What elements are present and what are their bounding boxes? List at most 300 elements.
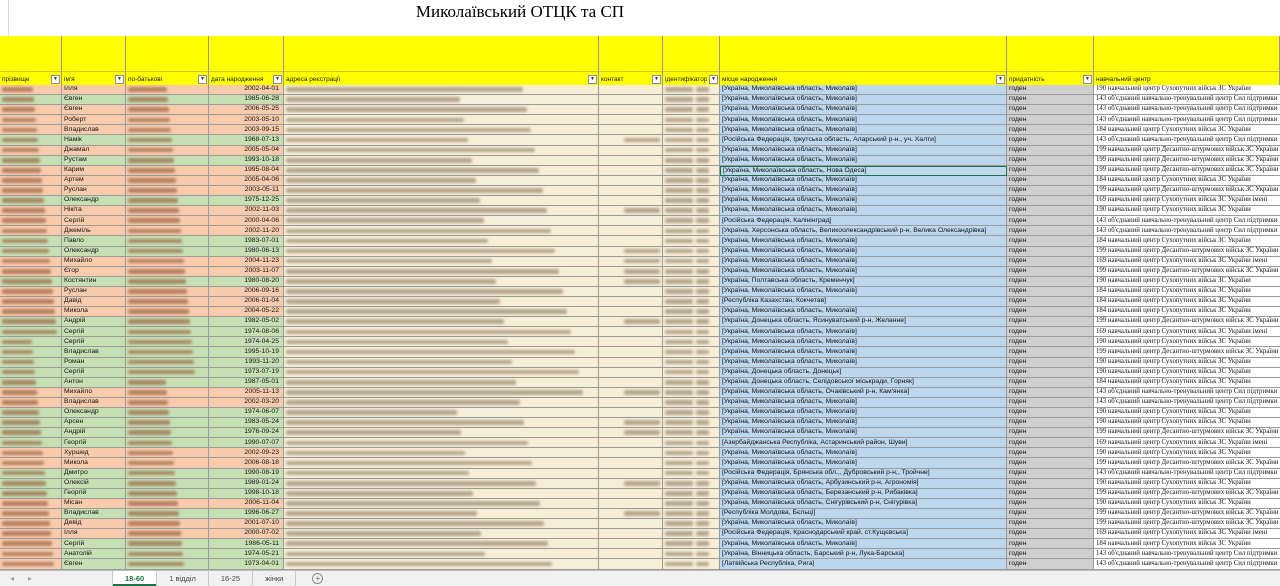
- dob-cell[interactable]: 1968-07-13: [209, 135, 284, 145]
- patronymic-cell-redacted[interactable]: [126, 307, 209, 317]
- birthplace-cell[interactable]: [Україна, Миколаївська область, Миколаїв]: [720, 287, 1007, 297]
- address-cell-redacted[interactable]: [284, 236, 599, 246]
- patronymic-cell-redacted[interactable]: [126, 539, 209, 549]
- given-name-cell[interactable]: Руслан: [62, 287, 126, 297]
- contact-cell[interactable]: [599, 358, 663, 368]
- sheet-tab-16-25[interactable]: 16-25: [209, 571, 253, 586]
- surname-cell-redacted[interactable]: [0, 378, 62, 388]
- dob-cell[interactable]: 1987-05-01: [209, 378, 284, 388]
- id-cell-redacted[interactable]: [663, 247, 720, 257]
- training-center-cell[interactable]: 143 об'єднаний навчально-тренувальний центр Сил підтримки: [1094, 388, 1280, 398]
- contact-cell[interactable]: [599, 287, 663, 297]
- given-name-cell[interactable]: Сергій: [62, 368, 126, 378]
- id-cell-redacted[interactable]: [663, 378, 720, 388]
- id-cell-redacted[interactable]: [663, 448, 720, 458]
- surname-cell-redacted[interactable]: [0, 358, 62, 368]
- id-cell-redacted[interactable]: [663, 95, 720, 105]
- contact-cell[interactable]: [599, 539, 663, 549]
- surname-cell-redacted[interactable]: [0, 287, 62, 297]
- training-center-cell[interactable]: 199 навчальний центр Десантно-штурмових військ ЗС України: [1094, 166, 1280, 176]
- given-name-cell[interactable]: Сергій: [62, 327, 126, 337]
- id-cell-redacted[interactable]: [663, 85, 720, 95]
- fitness-cell[interactable]: годен: [1007, 509, 1094, 519]
- birthplace-cell[interactable]: [Україна, Миколаївська область, Миколаїв]: [720, 247, 1007, 257]
- address-cell-redacted[interactable]: [284, 438, 599, 448]
- training-center-cell[interactable]: 143 об'єднаний навчально-тренувальний центр Сил підтримки: [1094, 559, 1280, 569]
- contact-cell[interactable]: [599, 408, 663, 418]
- address-cell-redacted[interactable]: [284, 479, 599, 489]
- given-name-cell[interactable]: Олександр: [62, 408, 126, 418]
- address-cell-redacted[interactable]: [284, 408, 599, 418]
- dob-cell[interactable]: 1986-05-11: [209, 539, 284, 549]
- dob-cell[interactable]: 2005-05-04: [209, 146, 284, 156]
- surname-cell-redacted[interactable]: [0, 539, 62, 549]
- training-center-cell[interactable]: 190 навчальний центр Сухопутних військ ЗС України: [1094, 277, 1280, 287]
- patronymic-cell-redacted[interactable]: [126, 206, 209, 216]
- surname-cell-redacted[interactable]: [0, 479, 62, 489]
- surname-cell-redacted[interactable]: [0, 509, 62, 519]
- address-cell-redacted[interactable]: [284, 226, 599, 236]
- contact-cell[interactable]: [599, 186, 663, 196]
- id-cell-redacted[interactable]: [663, 206, 720, 216]
- column-header-id[interactable]: [663, 36, 720, 85]
- dob-cell[interactable]: 2005-04-06: [209, 176, 284, 186]
- contact-cell[interactable]: [599, 509, 663, 519]
- dob-cell[interactable]: 1976-09-24: [209, 428, 284, 438]
- training-center-cell[interactable]: 199 навчальний центр Десантно-штурмових військ ЗС України: [1094, 489, 1280, 499]
- contact-cell[interactable]: [599, 499, 663, 509]
- given-name-cell[interactable]: Сергій: [62, 216, 126, 226]
- patronymic-cell-redacted[interactable]: [126, 388, 209, 398]
- id-cell-redacted[interactable]: [663, 317, 720, 327]
- id-cell-redacted[interactable]: [663, 408, 720, 418]
- given-name-cell[interactable]: Роман: [62, 358, 126, 368]
- id-cell-redacted[interactable]: [663, 297, 720, 307]
- birthplace-cell[interactable]: [Україна, Миколаївська область, Миколаїв]: [720, 448, 1007, 458]
- fitness-cell[interactable]: годен: [1007, 358, 1094, 368]
- training-center-cell[interactable]: 190 навчальний центр Сухопутних військ ЗС України: [1094, 85, 1280, 95]
- dob-cell[interactable]: 2000-04-06: [209, 216, 284, 226]
- fitness-cell[interactable]: годен: [1007, 378, 1094, 388]
- address-cell-redacted[interactable]: [284, 489, 599, 499]
- dob-cell[interactable]: 1993-11-20: [209, 358, 284, 368]
- dob-cell[interactable]: 2004-11-23: [209, 257, 284, 267]
- birthplace-cell[interactable]: [Азербайджанська Республіка, Астаринський район, Шуви]: [720, 438, 1007, 448]
- id-cell-redacted[interactable]: [663, 539, 720, 549]
- fitness-cell[interactable]: годен: [1007, 479, 1094, 489]
- birthplace-cell[interactable]: [Україна, Миколаївська область, Миколаїв]: [720, 186, 1007, 196]
- contact-cell[interactable]: [599, 176, 663, 186]
- training-center-cell[interactable]: 190 навчальний центр Сухопутних військ ЗС України: [1094, 206, 1280, 216]
- training-center-cell[interactable]: 169 навчальний центр Сухопутних військ ЗС України імені: [1094, 438, 1280, 448]
- birthplace-cell[interactable]: [Україна, Миколаївська область, Миколаїв]: [720, 156, 1007, 166]
- address-cell-redacted[interactable]: [284, 297, 599, 307]
- dob-cell[interactable]: 2003-09-15: [209, 125, 284, 135]
- fitness-cell[interactable]: годен: [1007, 347, 1094, 357]
- address-cell-redacted[interactable]: [284, 388, 599, 398]
- birthplace-cell[interactable]: [Республіка Молдова, Бєльці]: [720, 509, 1007, 519]
- fitness-cell[interactable]: годен: [1007, 166, 1094, 176]
- address-cell-redacted[interactable]: [284, 206, 599, 216]
- training-center-cell[interactable]: 143 об'єднаний навчально-тренувальний центр Сил підтримки: [1094, 105, 1280, 115]
- training-center-cell[interactable]: 199 навчальний центр Десантно-штурмових військ ЗС України: [1094, 317, 1280, 327]
- training-center-cell[interactable]: 143 об'єднаний навчально-тренувальний центр Сил підтримки: [1094, 226, 1280, 236]
- address-cell-redacted[interactable]: [284, 428, 599, 438]
- given-name-cell[interactable]: Джеміль: [62, 226, 126, 236]
- contact-cell[interactable]: [599, 95, 663, 105]
- address-cell-redacted[interactable]: [284, 186, 599, 196]
- id-cell-redacted[interactable]: [663, 499, 720, 509]
- birthplace-cell[interactable]: [Україна, Донецька область, Ясинуватський р-н, Желанне]: [720, 317, 1007, 327]
- patronymic-cell-redacted[interactable]: [126, 186, 209, 196]
- birthplace-cell[interactable]: [Україна, Миколаївська область, Миколаїв]: [720, 95, 1007, 105]
- address-cell-redacted[interactable]: [284, 146, 599, 156]
- column-header-name[interactable]: [62, 36, 126, 85]
- id-cell-redacted[interactable]: [663, 166, 720, 176]
- address-cell-redacted[interactable]: [284, 469, 599, 479]
- dob-cell[interactable]: 2004-05-22: [209, 307, 284, 317]
- dob-cell[interactable]: 1985-06-28: [209, 95, 284, 105]
- surname-cell-redacted[interactable]: [0, 105, 62, 115]
- fitness-cell[interactable]: годен: [1007, 247, 1094, 257]
- surname-cell-redacted[interactable]: [0, 115, 62, 125]
- address-cell-redacted[interactable]: [284, 347, 599, 357]
- fitness-cell[interactable]: годен: [1007, 469, 1094, 479]
- address-cell-redacted[interactable]: [284, 105, 599, 115]
- training-center-cell[interactable]: 143 об'єднаний навчально-тренувальний центр Сил підтримки: [1094, 398, 1280, 408]
- surname-cell-redacted[interactable]: [0, 559, 62, 569]
- patronymic-cell-redacted[interactable]: [126, 287, 209, 297]
- dob-cell[interactable]: 2002-04-01: [209, 85, 284, 95]
- address-cell-redacted[interactable]: [284, 166, 599, 176]
- patronymic-cell-redacted[interactable]: [126, 368, 209, 378]
- training-center-cell[interactable]: 169 навчальний центр Сухопутних військ ЗС України імені: [1094, 327, 1280, 337]
- fitness-cell[interactable]: годен: [1007, 216, 1094, 226]
- fitness-cell[interactable]: годен: [1007, 135, 1094, 145]
- given-name-cell[interactable]: Артем: [62, 176, 126, 186]
- given-name-cell[interactable]: Арсен: [62, 418, 126, 428]
- id-cell-redacted[interactable]: [663, 559, 720, 569]
- filter-dropdown-icon[interactable]: ▼: [273, 75, 282, 84]
- patronymic-cell-redacted[interactable]: [126, 166, 209, 176]
- dob-cell[interactable]: 2006-09-16: [209, 287, 284, 297]
- training-center-cell[interactable]: 190 навчальний центр Сухопутних військ ЗС України: [1094, 418, 1280, 428]
- given-name-cell[interactable]: Владислав: [62, 398, 126, 408]
- birthplace-cell[interactable]: [Україна, Миколаївська область, Миколаїв]: [720, 539, 1007, 549]
- given-name-cell[interactable]: Павло: [62, 236, 126, 246]
- dob-cell[interactable]: 1996-06-27: [209, 509, 284, 519]
- patronymic-cell-redacted[interactable]: [126, 358, 209, 368]
- contact-cell[interactable]: [599, 549, 663, 559]
- patronymic-cell-redacted[interactable]: [126, 499, 209, 509]
- patronymic-cell-redacted[interactable]: [126, 176, 209, 186]
- given-name-cell[interactable]: Владислав: [62, 347, 126, 357]
- given-name-cell[interactable]: Місан: [62, 499, 126, 509]
- given-name-cell[interactable]: Андрій: [62, 317, 126, 327]
- fitness-cell[interactable]: годен: [1007, 307, 1094, 317]
- patronymic-cell-redacted[interactable]: [126, 267, 209, 277]
- surname-cell-redacted[interactable]: [0, 156, 62, 166]
- fitness-cell[interactable]: годен: [1007, 236, 1094, 246]
- patronymic-cell-redacted[interactable]: [126, 297, 209, 307]
- address-cell-redacted[interactable]: [284, 448, 599, 458]
- given-name-cell[interactable]: Олександр: [62, 196, 126, 206]
- given-name-cell[interactable]: Ілля: [62, 85, 126, 95]
- fitness-cell[interactable]: годен: [1007, 317, 1094, 327]
- patronymic-cell-redacted[interactable]: [126, 95, 209, 105]
- dob-cell[interactable]: 2002-09-23: [209, 448, 284, 458]
- dob-cell[interactable]: 1990-07-07: [209, 438, 284, 448]
- dob-cell[interactable]: 1998-10-18: [209, 489, 284, 499]
- birthplace-cell[interactable]: [Україна, Миколаївська область, Миколаїв]: [720, 327, 1007, 337]
- fitness-cell[interactable]: годен: [1007, 196, 1094, 206]
- id-cell-redacted[interactable]: [663, 489, 720, 499]
- surname-cell-redacted[interactable]: [0, 186, 62, 196]
- contact-cell[interactable]: [599, 115, 663, 125]
- birthplace-cell[interactable]: [Україна, Донецька область, Селідовської міськради, Горняк]: [720, 378, 1007, 388]
- id-cell-redacted[interactable]: [663, 267, 720, 277]
- surname-cell-redacted[interactable]: [0, 368, 62, 378]
- fitness-cell[interactable]: годен: [1007, 448, 1094, 458]
- training-center-cell[interactable]: 190 навчальний центр Сухопутних військ ЗС України: [1094, 499, 1280, 509]
- patronymic-cell-redacted[interactable]: [126, 438, 209, 448]
- birthplace-cell[interactable]: [Україна, Донецька область, Донецьк]: [720, 368, 1007, 378]
- training-center-cell[interactable]: 190 навчальний центр Сухопутних військ ЗС України: [1094, 358, 1280, 368]
- training-center-cell[interactable]: 199 навчальний центр Десантно-штурмових військ ЗС України: [1094, 509, 1280, 519]
- dob-cell[interactable]: 2002-11-03: [209, 206, 284, 216]
- id-cell-redacted[interactable]: [663, 196, 720, 206]
- contact-cell[interactable]: [599, 125, 663, 135]
- given-name-cell[interactable]: Владислав: [62, 125, 126, 135]
- given-name-cell[interactable]: Олександр: [62, 247, 126, 257]
- birthplace-cell[interactable]: [Україна, Миколаївська область, Березанський р-н, Рибаківка]: [720, 489, 1007, 499]
- filter-dropdown-icon[interactable]: ▼: [652, 75, 661, 84]
- address-cell-redacted[interactable]: [284, 519, 599, 529]
- contact-cell[interactable]: [599, 267, 663, 277]
- address-cell-redacted[interactable]: [284, 327, 599, 337]
- training-center-cell[interactable]: 199 навчальний центр Десантно-штурмових військ ЗС України: [1094, 428, 1280, 438]
- fitness-cell[interactable]: годен: [1007, 368, 1094, 378]
- contact-cell[interactable]: [599, 327, 663, 337]
- birthplace-cell[interactable]: [Україна, Миколаївська область, Миколаїв]: [720, 125, 1007, 135]
- fitness-cell[interactable]: годен: [1007, 85, 1094, 95]
- patronymic-cell-redacted[interactable]: [126, 105, 209, 115]
- patronymic-cell-redacted[interactable]: [126, 226, 209, 236]
- filter-dropdown-icon[interactable]: ▼: [996, 75, 1005, 84]
- address-cell-redacted[interactable]: [284, 216, 599, 226]
- surname-cell-redacted[interactable]: [0, 418, 62, 428]
- training-center-cell[interactable]: 199 навчальний центр Десантно-штурмових військ ЗС України: [1094, 347, 1280, 357]
- given-name-cell[interactable]: Карим: [62, 166, 126, 176]
- birthplace-cell[interactable]: [Російська Федерація, Брянська обл.,, Дубровський р-н,, Тройчне]: [720, 469, 1007, 479]
- address-cell-redacted[interactable]: [284, 196, 599, 206]
- birthplace-cell[interactable]: [Україна, Херсонська область, Великоолександрівський р-н, Велика Олександрівка]: [720, 226, 1007, 236]
- training-center-cell[interactable]: 190 навчальний центр Сухопутних військ ЗС України: [1094, 448, 1280, 458]
- sheet-tab-жінки[interactable]: жінки: [253, 571, 296, 586]
- training-center-cell[interactable]: 199 навчальний центр Десантно-штурмових військ ЗС України: [1094, 156, 1280, 166]
- given-name-cell[interactable]: Олексій: [62, 479, 126, 489]
- dob-cell[interactable]: 1980-08-20: [209, 277, 284, 287]
- contact-cell[interactable]: [599, 317, 663, 327]
- id-cell-redacted[interactable]: [663, 277, 720, 287]
- id-cell-redacted[interactable]: [663, 125, 720, 135]
- contact-cell[interactable]: [599, 489, 663, 499]
- given-name-cell[interactable]: Михайло: [62, 388, 126, 398]
- surname-cell-redacted[interactable]: [0, 135, 62, 145]
- contact-cell[interactable]: [599, 519, 663, 529]
- contact-cell[interactable]: [599, 156, 663, 166]
- id-cell-redacted[interactable]: [663, 428, 720, 438]
- fitness-cell[interactable]: годен: [1007, 257, 1094, 267]
- given-name-cell[interactable]: Микола: [62, 307, 126, 317]
- given-name-cell[interactable]: Владислав: [62, 509, 126, 519]
- fitness-cell[interactable]: годен: [1007, 287, 1094, 297]
- birthplace-cell[interactable]: [Україна, Миколаївська область, Миколаїв]: [720, 358, 1007, 368]
- surname-cell-redacted[interactable]: [0, 499, 62, 509]
- id-cell-redacted[interactable]: [663, 549, 720, 559]
- patronymic-cell-redacted[interactable]: [126, 519, 209, 529]
- column-header-contact[interactable]: [599, 36, 663, 85]
- training-center-cell[interactable]: 199 навчальний центр Десантно-штурмових військ ЗС України: [1094, 247, 1280, 257]
- surname-cell-redacted[interactable]: [0, 549, 62, 559]
- patronymic-cell-redacted[interactable]: [126, 156, 209, 166]
- patronymic-cell-redacted[interactable]: [126, 458, 209, 468]
- column-header-patronymic[interactable]: [126, 36, 209, 85]
- filter-dropdown-icon[interactable]: ▼: [709, 75, 718, 84]
- id-cell-redacted[interactable]: [663, 368, 720, 378]
- given-name-cell[interactable]: Євген: [62, 95, 126, 105]
- fitness-cell[interactable]: годен: [1007, 428, 1094, 438]
- patronymic-cell-redacted[interactable]: [126, 236, 209, 246]
- dob-cell[interactable]: 1995-10-19: [209, 347, 284, 357]
- contact-cell[interactable]: [599, 236, 663, 246]
- surname-cell-redacted[interactable]: [0, 398, 62, 408]
- contact-cell[interactable]: [599, 388, 663, 398]
- contact-cell[interactable]: [599, 206, 663, 216]
- training-center-cell[interactable]: 169 навчальний центр Сухопутних військ ЗС України імені: [1094, 529, 1280, 539]
- fitness-cell[interactable]: годен: [1007, 327, 1094, 337]
- id-cell-redacted[interactable]: [663, 186, 720, 196]
- address-cell-redacted[interactable]: [284, 509, 599, 519]
- filter-dropdown-icon[interactable]: ▼: [115, 75, 124, 84]
- contact-cell[interactable]: [599, 458, 663, 468]
- surname-cell-redacted[interactable]: [0, 408, 62, 418]
- patronymic-cell-redacted[interactable]: [126, 196, 209, 206]
- address-cell-redacted[interactable]: [284, 156, 599, 166]
- patronymic-cell-redacted[interactable]: [126, 529, 209, 539]
- birthplace-cell[interactable]: [Україна, Миколаївська область, Миколаїв]: [720, 146, 1007, 156]
- surname-cell-redacted[interactable]: [0, 458, 62, 468]
- given-name-cell[interactable]: Сергій: [62, 539, 126, 549]
- patronymic-cell-redacted[interactable]: [126, 448, 209, 458]
- contact-cell[interactable]: [599, 448, 663, 458]
- id-cell-redacted[interactable]: [663, 236, 720, 246]
- id-cell-redacted[interactable]: [663, 479, 720, 489]
- surname-cell-redacted[interactable]: [0, 146, 62, 156]
- contact-cell[interactable]: [599, 438, 663, 448]
- contact-cell[interactable]: [599, 105, 663, 115]
- birthplace-cell[interactable]: [Російська Федерація, Іркутська область, Аларський р-н., уч. Халти]: [720, 135, 1007, 145]
- dob-cell[interactable]: 1989-01-24: [209, 479, 284, 489]
- dob-cell[interactable]: 2001-07-10: [209, 519, 284, 529]
- surname-cell-redacted[interactable]: [0, 176, 62, 186]
- given-name-cell[interactable]: Анатолій: [62, 549, 126, 559]
- contact-cell[interactable]: [599, 469, 663, 479]
- address-cell-redacted[interactable]: [284, 287, 599, 297]
- training-center-cell[interactable]: 184 навчальний центр Сухопутних військ ЗС України: [1094, 378, 1280, 388]
- fitness-cell[interactable]: годен: [1007, 388, 1094, 398]
- id-cell-redacted[interactable]: [663, 347, 720, 357]
- address-cell-redacted[interactable]: [284, 125, 599, 135]
- address-cell-redacted[interactable]: [284, 358, 599, 368]
- address-cell-redacted[interactable]: [284, 539, 599, 549]
- patronymic-cell-redacted[interactable]: [126, 398, 209, 408]
- contact-cell[interactable]: [599, 247, 663, 257]
- birthplace-cell[interactable]: [Україна, Миколаївська область, Миколаїв]: [720, 398, 1007, 408]
- id-cell-redacted[interactable]: [663, 438, 720, 448]
- training-center-cell[interactable]: 169 навчальний центр Сухопутних військ ЗС України імені: [1094, 196, 1280, 206]
- given-name-cell[interactable]: Євген: [62, 559, 126, 569]
- fitness-cell[interactable]: годен: [1007, 226, 1094, 236]
- id-cell-redacted[interactable]: [663, 287, 720, 297]
- birthplace-cell[interactable]: [Україна, Полтавська область, Кременчук]: [720, 277, 1007, 287]
- given-name-cell[interactable]: Михайло: [62, 257, 126, 267]
- patronymic-cell-redacted[interactable]: [126, 327, 209, 337]
- given-name-cell[interactable]: Андрій: [62, 428, 126, 438]
- birthplace-cell[interactable]: [Україна, Вінницька область, Барський р-н, Лука-Барська]: [720, 549, 1007, 559]
- address-cell-redacted[interactable]: [284, 135, 599, 145]
- dob-cell[interactable]: 1983-07-01: [209, 236, 284, 246]
- training-center-cell[interactable]: 199 навчальний центр Десантно-штурмових військ ЗС України: [1094, 267, 1280, 277]
- given-name-cell[interactable]: Руслан: [62, 186, 126, 196]
- dob-cell[interactable]: 1982-05-02: [209, 317, 284, 327]
- id-cell-redacted[interactable]: [663, 146, 720, 156]
- birthplace-cell[interactable]: [Україна, Миколаївська область, Миколаїв]: [720, 196, 1007, 206]
- column-header-dob[interactable]: [209, 36, 284, 85]
- surname-cell-redacted[interactable]: [0, 317, 62, 327]
- contact-cell[interactable]: [599, 378, 663, 388]
- dob-cell[interactable]: 2006-08-18: [209, 458, 284, 468]
- training-center-cell[interactable]: 184 навчальний центр Сухопутних військ ЗС України: [1094, 297, 1280, 307]
- fitness-cell[interactable]: годен: [1007, 105, 1094, 115]
- birthplace-cell[interactable]: [Україна, Миколаївська область, Миколаїв]: [720, 257, 1007, 267]
- dob-cell[interactable]: 1980-06-13: [209, 247, 284, 257]
- surname-cell-redacted[interactable]: [0, 489, 62, 499]
- dob-cell[interactable]: 2000-07-02: [209, 529, 284, 539]
- training-center-cell[interactable]: 184 навчальний центр Сухопутних військ ЗС України: [1094, 307, 1280, 317]
- birthplace-cell[interactable]: [Україна, Миколаївська область, Снігурівський р-н, Снігурівка]: [720, 499, 1007, 509]
- training-center-cell[interactable]: 199 навчальний центр Десантно-штурмових військ ЗС України: [1094, 519, 1280, 529]
- contact-cell[interactable]: [599, 428, 663, 438]
- filter-dropdown-icon[interactable]: ▼: [588, 75, 597, 84]
- fitness-cell[interactable]: годен: [1007, 519, 1094, 529]
- given-name-cell[interactable]: Антон: [62, 378, 126, 388]
- birthplace-cell[interactable]: [Російська Федерація, Калінінград]: [720, 216, 1007, 226]
- surname-cell-redacted[interactable]: [0, 519, 62, 529]
- id-cell-redacted[interactable]: [663, 105, 720, 115]
- address-cell-redacted[interactable]: [284, 398, 599, 408]
- training-center-cell[interactable]: 184 навчальний центр Сухопутних військ ЗС України: [1094, 539, 1280, 549]
- fitness-cell[interactable]: годен: [1007, 146, 1094, 156]
- patronymic-cell-redacted[interactable]: [126, 469, 209, 479]
- fitness-cell[interactable]: годен: [1007, 539, 1094, 549]
- dob-cell[interactable]: 2003-11-07: [209, 267, 284, 277]
- contact-cell[interactable]: [599, 196, 663, 206]
- id-cell-redacted[interactable]: [663, 156, 720, 166]
- sheet-tab-1-відділ[interactable]: 1 відділ: [157, 571, 209, 586]
- fitness-cell[interactable]: годен: [1007, 277, 1094, 287]
- birthplace-cell[interactable]: [Україна, Миколаївська область, Миколаїв]: [720, 418, 1007, 428]
